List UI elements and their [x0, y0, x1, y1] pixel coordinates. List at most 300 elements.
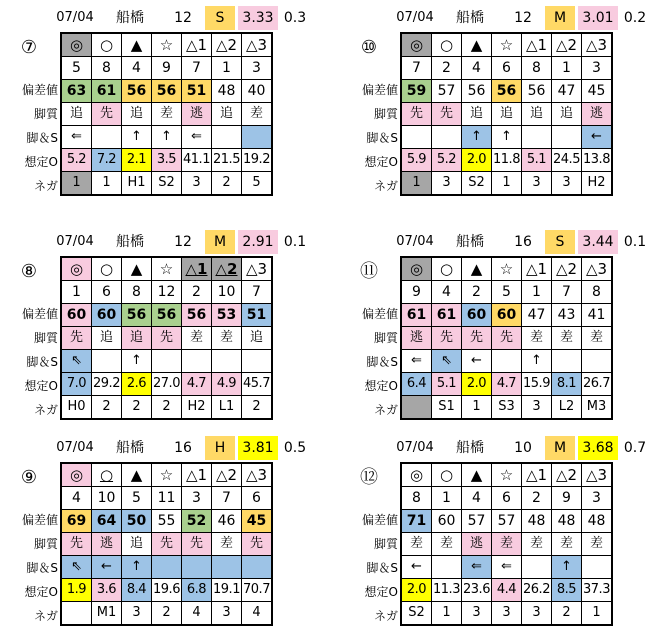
- grid-cell: 差: [242, 103, 273, 126]
- grid-cell: 2: [122, 396, 152, 420]
- grid-cell: 逃: [401, 327, 432, 350]
- grid-cell: 4: [462, 57, 492, 80]
- grid-cell: ↑: [492, 126, 522, 149]
- venue-name: 船橋: [456, 234, 484, 250]
- grid-cell: 47: [552, 80, 582, 103]
- grid-cell: ↑: [122, 556, 152, 579]
- grid-cell: 45: [582, 80, 613, 103]
- grid-cell: 1: [522, 281, 552, 304]
- grid-cell: 6: [92, 281, 122, 304]
- grid-row-arrows: [401, 126, 612, 149]
- race-grid: [400, 32, 613, 196]
- grid-cell: 差: [152, 103, 182, 126]
- grid-cell: 24.5: [552, 149, 582, 172]
- grid-cell: [522, 126, 552, 149]
- grid-cell: 5: [61, 57, 92, 80]
- row-label: ネガ: [33, 609, 58, 623]
- grid-cell: 27.0: [152, 373, 182, 396]
- row-label: ネガ: [373, 403, 398, 417]
- grid-cell: ▲: [122, 463, 152, 487]
- grid-cell: 差: [401, 533, 432, 556]
- row-label: 脚質: [373, 537, 398, 551]
- grid-cell: 1: [462, 396, 492, 420]
- grid-cell: △3: [582, 257, 613, 281]
- grid-cell: ⇐: [492, 556, 522, 579]
- grid-row-styles: [61, 327, 272, 350]
- grid-cell: H0: [61, 396, 92, 420]
- grade-badge: M: [205, 230, 235, 254]
- grid-cell: [552, 350, 582, 373]
- grid-cell: 56: [462, 80, 492, 103]
- grid-cell: 6: [242, 487, 273, 510]
- race-date: 07/04: [56, 440, 94, 455]
- row-label: 偏差値: [21, 513, 58, 527]
- index-value: 3.81: [238, 436, 278, 460]
- grid-cell: ▲: [122, 33, 152, 57]
- grid-cell: △3: [242, 257, 273, 281]
- grid-cell: 56: [122, 304, 152, 327]
- row-label: 想定O: [24, 585, 58, 599]
- grid-cell: 差: [212, 533, 242, 556]
- grid-cell: [92, 350, 122, 373]
- grid-cell: [522, 556, 552, 579]
- grid-cell: [582, 556, 613, 579]
- grid-cell: ▲: [462, 257, 492, 281]
- row-label: 脚質: [33, 537, 58, 551]
- grid-cell: [92, 126, 122, 149]
- grid-cell: 6: [492, 57, 522, 80]
- grid-cell: 2.1: [122, 149, 152, 172]
- grid-cell: 1: [582, 602, 613, 626]
- grid-cell: 5: [122, 487, 152, 510]
- grid-cell: 先: [92, 103, 122, 126]
- grid-cell: 8: [522, 57, 552, 80]
- grid-cell: ←: [401, 556, 432, 579]
- grid-row-marks: [61, 257, 272, 281]
- grid-cell: 差: [582, 533, 613, 556]
- venue-name: 船橋: [456, 10, 484, 26]
- grid-cell: 56: [122, 80, 152, 103]
- race-panel: [340, 224, 670, 424]
- grid-cell: 差: [582, 327, 613, 350]
- grid-cell: 5: [492, 281, 522, 304]
- grid-cell: 61: [432, 304, 462, 327]
- grid-cell: 4: [182, 602, 212, 626]
- grid-cell: ☆: [492, 257, 522, 281]
- grid-cell: 差: [522, 327, 552, 350]
- grid-cell: ⇐: [182, 126, 212, 149]
- grid-cell: ◎: [401, 33, 432, 57]
- grid-cell: 45: [242, 510, 273, 533]
- grid-cell: 57: [432, 80, 462, 103]
- race-panel: [340, 0, 670, 200]
- grid-row-neg: [61, 602, 272, 626]
- grid-cell: 1: [61, 281, 92, 304]
- grid-cell: 11: [152, 487, 182, 510]
- grid-cell: 1: [552, 57, 582, 80]
- race-panel: [0, 0, 330, 200]
- grid-cell: 9: [552, 487, 582, 510]
- grid-cell: 9: [152, 57, 182, 80]
- grid-cell: [182, 556, 212, 579]
- grid-cell: ⇖: [61, 350, 92, 373]
- grid-cell: 4: [61, 487, 92, 510]
- grid-cell: 逃: [182, 103, 212, 126]
- grid-cell: 4.7: [492, 373, 522, 396]
- grid-cell: △2: [212, 33, 242, 57]
- grid-cell: 8.4: [122, 579, 152, 602]
- grid-cell: ☆: [492, 33, 522, 57]
- grid-cell: M1: [92, 602, 122, 626]
- grid-cell: ⇐: [462, 556, 492, 579]
- grid-row-styles: [401, 533, 612, 556]
- grid-cell: S2: [462, 172, 492, 196]
- race-date: 07/04: [396, 440, 434, 455]
- grid-cell: 13.8: [582, 149, 613, 172]
- grid-row-marks: [61, 463, 272, 487]
- grid-cell: 1: [432, 602, 462, 626]
- grid-row-nums: [61, 57, 272, 80]
- race-panel: [0, 224, 330, 424]
- grid-cell: ○: [92, 257, 122, 281]
- grid-cell: 56: [182, 304, 212, 327]
- grid-cell: 12: [152, 281, 182, 304]
- grid-cell: 7: [401, 57, 432, 80]
- grid-cell: 4: [462, 487, 492, 510]
- grid-row-scores: [401, 304, 612, 327]
- grid-cell: 60: [92, 304, 122, 327]
- race-number: ⑩: [360, 37, 378, 58]
- grid-row-scores: [401, 510, 612, 533]
- index-value: 3.44: [578, 230, 618, 254]
- grade-badge: S: [545, 230, 575, 254]
- index-diff: 0.7: [623, 440, 647, 456]
- grid-cell: [242, 350, 273, 373]
- grid-cell: 55: [152, 510, 182, 533]
- grid-row-neg: [61, 396, 272, 420]
- row-label: 偏差値: [361, 307, 398, 321]
- grid-cell: 59: [401, 80, 432, 103]
- grid-cell: 56: [492, 80, 522, 103]
- grid-cell: △2: [552, 463, 582, 487]
- grid-cell: [242, 126, 273, 149]
- grid-cell: 追: [212, 103, 242, 126]
- grid-cell: [212, 556, 242, 579]
- field-size: 16: [514, 234, 532, 250]
- grid-cell: 2.0: [401, 579, 432, 602]
- grid-cell: 2: [522, 487, 552, 510]
- grid-row-styles: [401, 103, 612, 126]
- grid-cell: L2: [552, 396, 582, 420]
- race-grid: [400, 256, 613, 420]
- grid-cell: M3: [582, 396, 613, 420]
- grid-row-odds: [401, 579, 612, 602]
- grid-row-neg: [401, 172, 612, 196]
- grid-cell: 51: [182, 80, 212, 103]
- grid-cell: H1: [122, 172, 152, 196]
- grid-cell: 4.4: [492, 579, 522, 602]
- grid-cell: 差: [552, 533, 582, 556]
- grid-cell: 2: [152, 602, 182, 626]
- grid-row-neg: [401, 396, 612, 420]
- row-label: ネガ: [33, 403, 58, 417]
- row-label: 脚＆S: [26, 131, 58, 145]
- grid-row-neg: [61, 172, 272, 196]
- grid-cell: ▲: [122, 257, 152, 281]
- grid-cell: 差: [432, 533, 462, 556]
- grid-cell: 先: [242, 533, 273, 556]
- grade-badge: H: [205, 436, 235, 460]
- index-diff: 0.5: [283, 440, 307, 456]
- grid-cell: ☆: [152, 257, 182, 281]
- grid-cell: 先: [152, 327, 182, 350]
- grid-row-odds: [61, 579, 272, 602]
- grid-cell: 2: [92, 396, 122, 420]
- grid-cell: 70.7: [242, 579, 273, 602]
- grid-cell: 5.9: [401, 149, 432, 172]
- grid-cell: ◎: [401, 257, 432, 281]
- grid-cell: 9: [401, 281, 432, 304]
- grid-cell: 逃: [582, 103, 613, 126]
- grid-cell: 48: [582, 510, 613, 533]
- grid-cell: 5.2: [61, 149, 92, 172]
- field-size: 12: [174, 10, 192, 26]
- race-number: ⑦: [20, 37, 38, 58]
- grid-cell: 2: [212, 172, 242, 196]
- grid-cell: 7: [552, 281, 582, 304]
- grid-cell: [401, 126, 432, 149]
- grid-cell: 2: [182, 281, 212, 304]
- row-label: 脚＆S: [26, 355, 58, 369]
- grid-row-nums: [401, 487, 612, 510]
- row-label: 脚＆S: [366, 355, 398, 369]
- grid-cell: 60: [432, 510, 462, 533]
- grid-cell: 4: [432, 281, 462, 304]
- grid-cell: 追: [122, 327, 152, 350]
- grid-cell: 差: [552, 327, 582, 350]
- grid-cell: S2: [401, 602, 432, 626]
- grid-cell: 2.6: [122, 373, 152, 396]
- grid-cell: 4.7: [182, 373, 212, 396]
- row-label: 偏差値: [21, 83, 58, 97]
- grid-cell: 8.1: [552, 373, 582, 396]
- grid-cell: 差: [182, 327, 212, 350]
- grade-badge: M: [545, 436, 575, 460]
- grid-cell: [212, 126, 242, 149]
- grid-cell: 57: [492, 510, 522, 533]
- grid-cell: [212, 350, 242, 373]
- grid-cell: 差: [522, 533, 552, 556]
- grid-cell: 先: [61, 327, 92, 350]
- grid-cell: 追: [61, 103, 92, 126]
- row-label: 想定O: [24, 379, 58, 393]
- grid-row-styles: [61, 533, 272, 556]
- row-label: 脚＆S: [366, 131, 398, 145]
- grid-row-arrows: [61, 556, 272, 579]
- venue-name: 船橋: [456, 440, 484, 456]
- grid-cell: 追: [242, 327, 273, 350]
- grid-cell: 先: [182, 533, 212, 556]
- grid-cell: 63: [61, 80, 92, 103]
- grid-cell: ←: [462, 350, 492, 373]
- race-number: ⑪: [360, 261, 378, 282]
- grid-cell: 3: [582, 487, 613, 510]
- grid-cell: 5: [242, 172, 273, 196]
- grid-cell: ↑: [552, 556, 582, 579]
- grid-cell: 差: [492, 533, 522, 556]
- grid-cell: ↑: [122, 126, 152, 149]
- grid-cell: 2.0: [462, 373, 492, 396]
- grid-cell: 61: [92, 80, 122, 103]
- field-size: 16: [174, 440, 192, 456]
- grid-cell: 51: [242, 304, 273, 327]
- race-panel: [0, 430, 330, 630]
- grid-cell: 21.5: [212, 149, 242, 172]
- grid-cell: 1: [401, 172, 432, 196]
- grid-cell: 3: [522, 172, 552, 196]
- grid-cell: ◎: [61, 257, 92, 281]
- grid-cell: 2.0: [462, 149, 492, 172]
- grid-cell: 4: [122, 57, 152, 80]
- grid-cell: 2: [552, 602, 582, 626]
- row-label: 脚質: [33, 107, 58, 121]
- grid-cell: ○: [92, 463, 122, 487]
- grid-cell: ↑: [522, 350, 552, 373]
- venue-name: 船橋: [116, 10, 144, 26]
- grid-cell: 3.5: [152, 149, 182, 172]
- grid-cell: 3: [522, 602, 552, 626]
- grid-cell: 15.9: [522, 373, 552, 396]
- race-date: 07/04: [56, 234, 94, 249]
- index-value: 3.33: [238, 6, 278, 30]
- grid-cell: ▲: [462, 463, 492, 487]
- venue-name: 船橋: [116, 234, 144, 250]
- grid-row-marks: [401, 33, 612, 57]
- grid-cell: △2: [552, 33, 582, 57]
- grid-cell: ⇐: [61, 126, 92, 149]
- grid-cell: ○: [432, 33, 462, 57]
- grid-cell: 26.2: [522, 579, 552, 602]
- race-date: 07/04: [396, 10, 434, 25]
- grid-cell: 1: [61, 172, 92, 196]
- grid-cell: S1: [432, 396, 462, 420]
- grid-cell: 56: [522, 80, 552, 103]
- grid-cell: ↑: [122, 350, 152, 373]
- grid-cell: 3: [182, 487, 212, 510]
- grid-cell: 60: [462, 304, 492, 327]
- grid-row-styles: [401, 327, 612, 350]
- grid-row-marks: [401, 463, 612, 487]
- grade-badge: M: [545, 6, 575, 30]
- race-number: ⑨: [20, 467, 38, 488]
- grid-cell: ◎: [401, 463, 432, 487]
- grid-cell: 先: [432, 103, 462, 126]
- grid-cell: [152, 556, 182, 579]
- row-label: ネガ: [33, 179, 58, 193]
- grid-cell: 2: [242, 396, 273, 420]
- grid-cell: 1: [432, 487, 462, 510]
- grid-cell: [432, 126, 462, 149]
- grid-cell: 3: [212, 602, 242, 626]
- row-label: 偏差値: [361, 83, 398, 97]
- grid-cell: H2: [182, 396, 212, 420]
- grid-cell: 3: [182, 172, 212, 196]
- grid-cell: [432, 556, 462, 579]
- grid-cell: 7: [182, 57, 212, 80]
- grid-cell: 29.2: [92, 373, 122, 396]
- grid-row-odds: [61, 373, 272, 396]
- grid-cell: 3.6: [92, 579, 122, 602]
- grid-cell: 48: [522, 510, 552, 533]
- grid-cell: 3: [522, 396, 552, 420]
- grid-cell: 追: [462, 103, 492, 126]
- index-value: 3.01: [578, 6, 618, 30]
- index-value: 2.91: [238, 230, 278, 254]
- grid-cell: 3: [242, 57, 273, 80]
- grid-cell: [401, 396, 432, 420]
- grid-row-scores: [61, 304, 272, 327]
- grid-cell: 19.1: [212, 579, 242, 602]
- grid-cell: 追: [122, 103, 152, 126]
- grid-cell: 48: [552, 510, 582, 533]
- grid-cell: 48: [212, 80, 242, 103]
- grid-cell: 69: [61, 510, 92, 533]
- grid-cell: 5.2: [432, 149, 462, 172]
- grid-cell: 19.2: [242, 149, 273, 172]
- grid-cell: 4.9: [212, 373, 242, 396]
- grid-cell: ←: [92, 556, 122, 579]
- grid-cell: [492, 350, 522, 373]
- grid-cell: ⇖: [61, 556, 92, 579]
- index-diff: 0.1: [283, 234, 307, 250]
- grid-cell: 先: [492, 327, 522, 350]
- grid-cell: 1: [492, 172, 522, 196]
- grid-cell: ☆: [152, 33, 182, 57]
- grid-cell: 57: [462, 510, 492, 533]
- grid-cell: S3: [492, 396, 522, 420]
- grid-cell: △2: [212, 257, 242, 281]
- grid-row-marks: [401, 257, 612, 281]
- grid-cell: 11.3: [432, 579, 462, 602]
- venue-name: 船橋: [116, 440, 144, 456]
- grid-cell: 10: [92, 487, 122, 510]
- grid-cell: 60: [492, 304, 522, 327]
- grid-cell: 3: [432, 172, 462, 196]
- row-label: 脚質: [373, 107, 398, 121]
- race-number: ⑫: [360, 467, 378, 488]
- grid-cell: 先: [61, 533, 92, 556]
- grid-cell: △3: [582, 33, 613, 57]
- row-label: 偏差値: [361, 513, 398, 527]
- grid-cell: 43: [552, 304, 582, 327]
- grid-cell: △1: [182, 463, 212, 487]
- grid-cell: 3: [492, 602, 522, 626]
- grid-cell: H2: [582, 172, 613, 196]
- field-size: 10: [514, 440, 532, 456]
- grid-cell: 46: [212, 510, 242, 533]
- grid-row-nums: [401, 57, 612, 80]
- index-value: 3.68: [578, 436, 618, 460]
- row-label: 想定O: [364, 585, 398, 599]
- grid-cell: △3: [242, 463, 273, 487]
- row-label: 脚＆S: [366, 561, 398, 575]
- grid-cell: L1: [212, 396, 242, 420]
- grid-cell: ↑: [462, 126, 492, 149]
- grid-cell: 先: [401, 103, 432, 126]
- grid-cell: 41.1: [182, 149, 212, 172]
- grid-cell: 2: [152, 396, 182, 420]
- grid-row-scores: [61, 510, 272, 533]
